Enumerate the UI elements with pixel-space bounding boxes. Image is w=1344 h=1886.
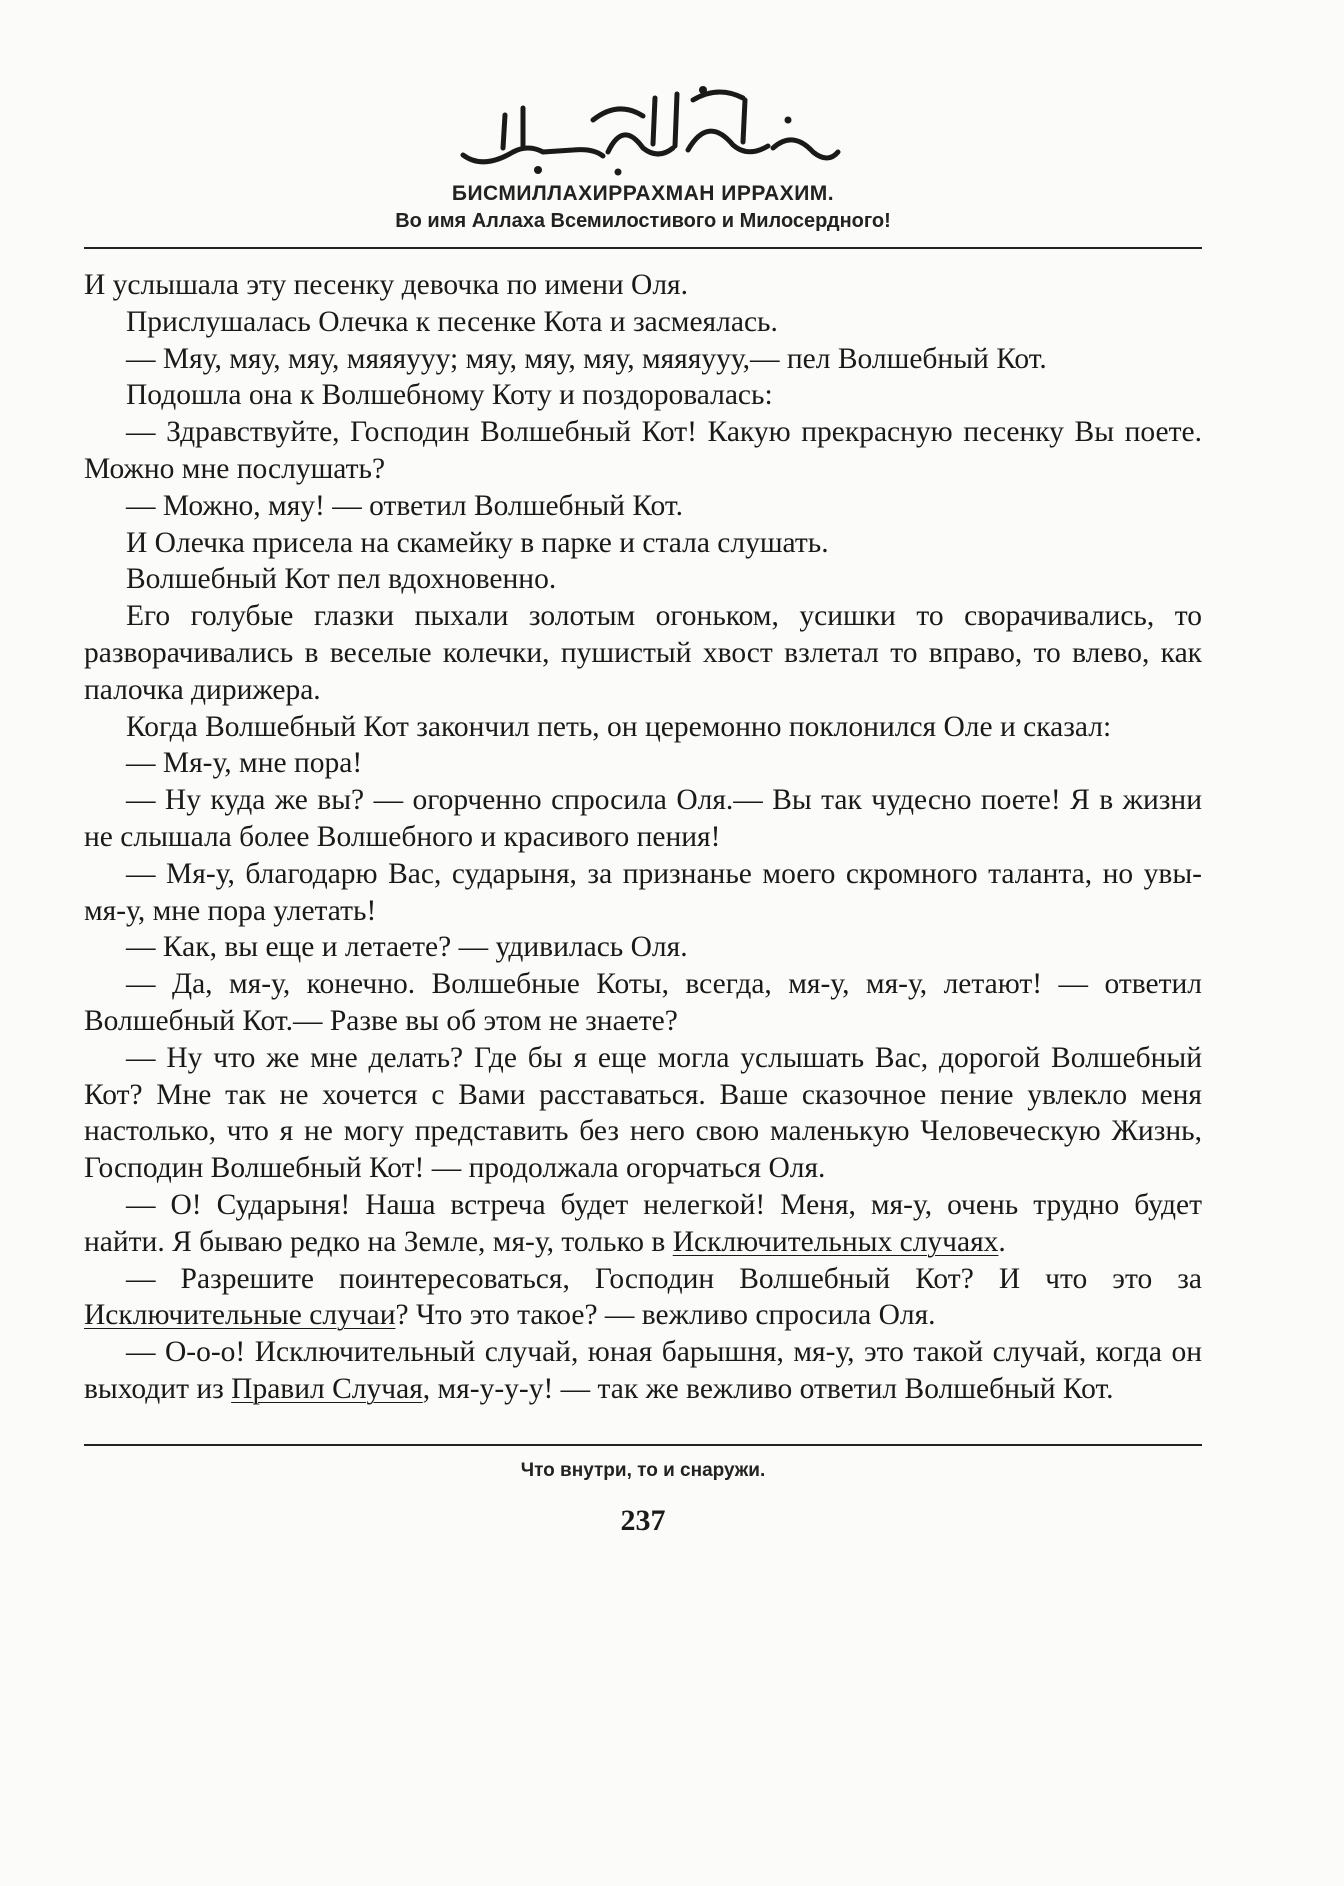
- paragraph: — Можно, мяу! — ответил Волшебный Кот.: [126, 489, 683, 522]
- paragraph: [84, 1334, 1202, 1408]
- paragraph: — Мяу, мяу, мяу, мяяяууу; мяу, мяу, мяу, мяяяууу,— пел Волшебный Кот.: [126, 342, 1047, 375]
- header-title: БИСМИЛЛАХИРРАХМАН ИРРАХИМ.: [451, 182, 835, 205]
- paragraph: И Олечка присела на скамейку в парке и стала слушать.: [126, 526, 829, 559]
- footer-quote: Что внутри, то и снаружи.: [520, 1459, 766, 1481]
- paragraph: Его голубые глазки пыхали золотым огоньком, усишки то сворачивались, то разворачивались в веселые колечки, пушистый хвост взлетал то вправо, то влево, как палочка дирижера.: [84, 600, 1202, 706]
- underlined-term: Исключительных случаях: [672, 1225, 999, 1258]
- paragraph: — Мя-у, мне пора!: [126, 747, 363, 780]
- arabic-calligraphy: [84, 60, 1202, 180]
- footer-divider: [84, 1444, 1202, 1446]
- paragraph: [84, 1261, 1202, 1335]
- header-divider: [84, 247, 1202, 249]
- underlined-term: Исключительные случаи: [84, 1299, 396, 1332]
- book-page: [84, 60, 1202, 1860]
- paragraph: Прислушалась Олечка к песенке Кота и засмеялась.: [126, 305, 778, 338]
- paragraph: — Ну куда же вы? — огорченно спросила Оля.— Вы так чудесно поете! Я в жизни не слышала более Волшебного и красивого пения!: [84, 784, 1202, 853]
- paragraph-text: .: [998, 1225, 1006, 1258]
- paragraph: — Здравствуйте, Господин Волшебный Кот! Какую прекрасную песенку Вы поете. Можно мне послушать?: [84, 416, 1202, 485]
- paragraph: — Как, вы еще и летаете? — удивилась Оля.: [126, 931, 688, 964]
- underlined-term: Правил Случая: [231, 1372, 423, 1405]
- paragraph: [84, 1187, 1202, 1261]
- paragraph-text: , мя-у-у-у! — так же вежливо ответил Волшебный Кот.: [422, 1372, 1114, 1405]
- paragraph: — Мя-у, благодарю Вас, сударыня, за признанье моего скромного таланта, но увы-мя-у, мне пора улетать!: [84, 857, 1202, 927]
- basmala-calligraphy-icon: [443, 60, 843, 180]
- paragraph-text: ? Что это такое? — вежливо спросила Оля.: [395, 1299, 936, 1332]
- paragraph: Когда Волшебный Кот закончил петь, он церемонно поклонился Оле и сказал:: [126, 710, 1112, 743]
- paragraph-text: — О! Сударыня! Наша встреча будет нелегкой! Меня, мя-у, очень трудно будет найти. Я бываю редко на Земле, мя-у, только в: [84, 1188, 1202, 1258]
- header-subtitle: Во имя Аллаха Всемилостивого и Милосердного!: [395, 210, 891, 232]
- paragraph-text: — Разрешите поинтересоваться, Господин Волшебный Кот? И что это за: [126, 1262, 1202, 1295]
- story-text: [84, 267, 1202, 1408]
- page-number: 237: [620, 1503, 666, 1537]
- paragraph: — Ну что же мне делать? Где бы я еще могла услышать Вас, дорогой Волшебный Кот? Мне так не хочется с Вами расставаться. Ваше сказочное пение увлекло меня настолько, что я не могу представить без него свою маленькую Человеческую Жизнь, Господин Волшебный Кот! — продолжала огорчаться Оля.: [84, 1041, 1202, 1185]
- paragraph: — Да, мя-у, конечно. Волшебные Коты, всегда, мя-у, мя-у, летают! — ответил Волшебный Кот.— Разве вы об этом не знаете?: [84, 968, 1202, 1037]
- paragraph: И услышала эту песенку девочка по имени Оля.: [84, 269, 688, 301]
- paragraph-text: — О-о-о! Исключительный случай, юная барышня, мя-у, это такой случай, когда он выходит из: [84, 1336, 1202, 1405]
- paragraph: Волшебный Кот пел вдохновенно.: [126, 563, 557, 596]
- paragraph: Подошла она к Волшебному Коту и поздоровалась:: [126, 379, 773, 412]
